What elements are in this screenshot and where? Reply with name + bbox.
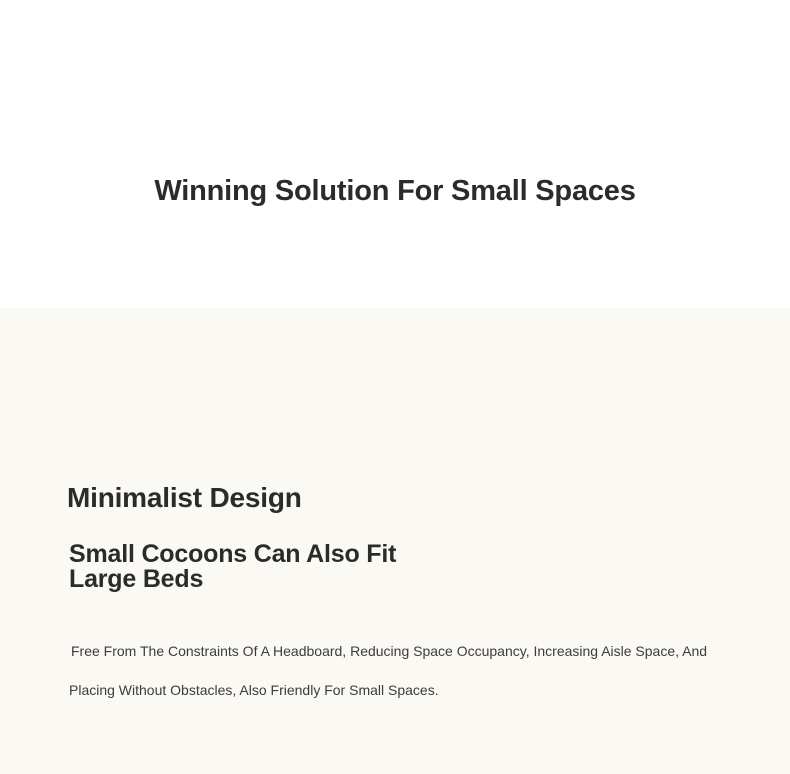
feature-description: Free From The Constraints Of A Headboard, Reducing Space Occupancy, Increasing Aisle Space, And Placing Without Obstacles, Also Friendly For Small Spaces. xyxy=(69,643,708,698)
feature-heading: Small Cocoons Can Also Fit Large Beds xyxy=(69,540,397,593)
feature-section xyxy=(0,308,790,774)
hero-title: Winning Solution For Small Spaces xyxy=(154,175,636,207)
hero-section xyxy=(0,0,790,308)
feature-eyebrow: Minimalist Design xyxy=(67,482,302,513)
